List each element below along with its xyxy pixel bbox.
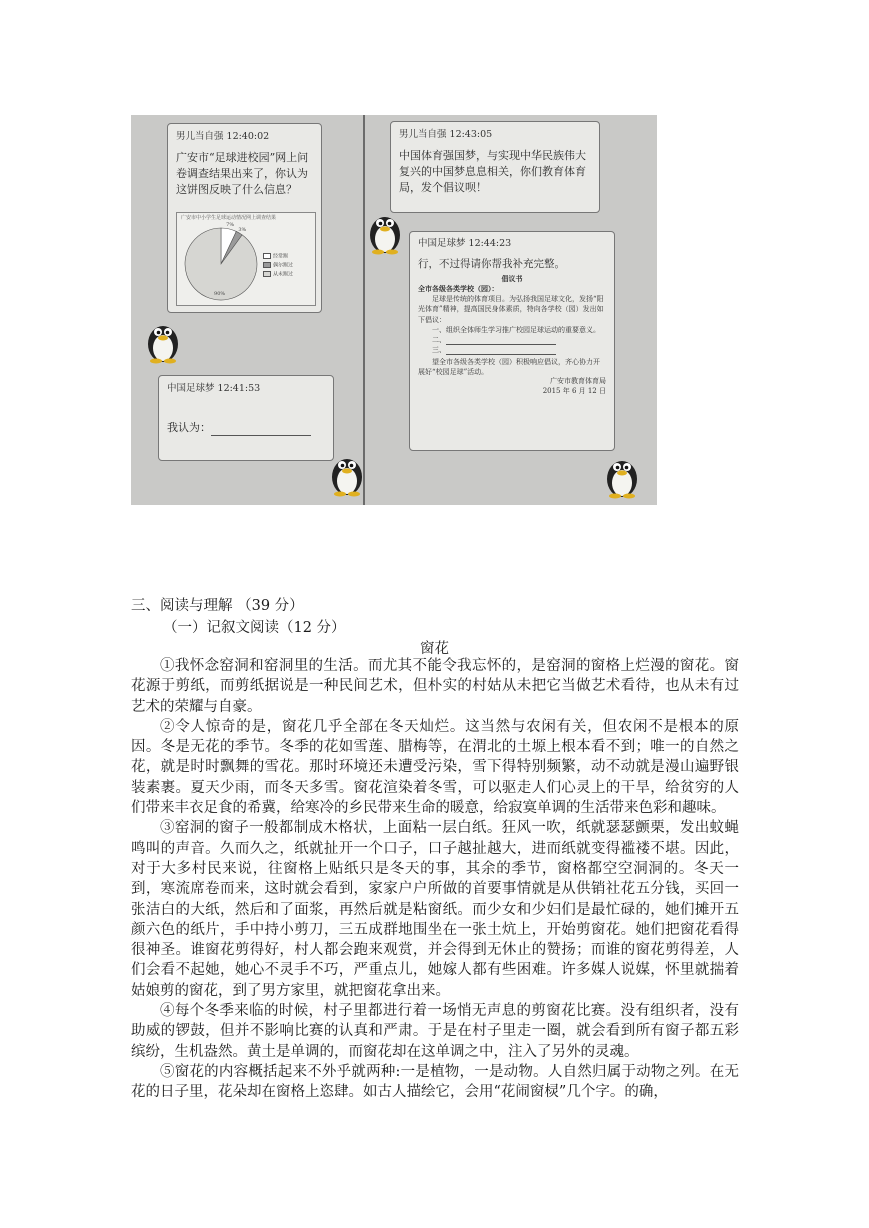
legend-swatch xyxy=(263,262,271,268)
essay-paragraph: ③窑洞的窗子一般都制成木格状，上面粘一层白纸。狂风一吹，纸就瑟瑟颤栗，发出蚊蝇鸣叫的声音。久而久之，纸就扯开一个口子，口子越扯越大，进而纸就变得褴褛不堪。因此，对于大多村民来说，往窗格上贴纸只是冬天的事，其余的季节，窗格都空空洞洞的。冬天一到，寒流席卷而来，这时就会看到，家家户户所做的首要事情就是从供销社花五分钱，买回一张洁白的大纸，然后和了面浆，再然后就是粘窗纸。而少女和少妇们是最忙碌的，她们摊开五颜六色的纸片，手中持小剪刀，三五成群地围坐在一张土炕上，开始剪窗花。她们把窗花看得很神圣。谁窗花剪得好，村人都会跑来观赏，并会得到无休止的赞扬；而谁的窗花剪得差，人们会看不起她，她心不灵手不巧，严重点儿，她嫁人都有些困难。许多媒人说媒，怀里就揣着姑娘剪的窗花，到了男方家里，就把窗花拿出来。 xyxy=(131,820,739,999)
penguin-avatar-icon xyxy=(143,318,183,364)
proposal-signature-date: 2015 年 6 月 12 日 xyxy=(542,387,606,396)
proposal-signature-org: 广安市教育体育局 xyxy=(550,377,606,386)
bubble-header: 中国足球梦 12:44:23 xyxy=(418,238,512,249)
bubble-header: 男儿当自强 12:40:02 xyxy=(176,131,270,142)
legend-label: 从未踢过 xyxy=(273,271,294,278)
pie-label: 7% xyxy=(226,221,235,228)
chat-bubble-answer xyxy=(158,375,334,461)
legend-swatch xyxy=(263,271,271,277)
chart-title: 广安市中小学生足球运动情况网上调查结果 xyxy=(181,215,277,221)
bubble-header: 男儿当自强 12:43:05 xyxy=(399,129,493,140)
proposal-item-3: 三、 xyxy=(418,345,606,355)
legend-swatch xyxy=(263,253,271,259)
section-title: 三、阅读与理解 （39 分） xyxy=(131,598,304,614)
legend-label: 偶尔踢过 xyxy=(273,262,294,269)
penguin-avatar-icon xyxy=(602,453,642,499)
penguin-avatar-icon xyxy=(327,451,367,497)
pie-slice-2 xyxy=(185,228,257,300)
essay-paragraph: ②令人惊奇的是，窗花几乎全部在冬天灿烂。这当然与农闲有关，但农闲不是根本的原因。冬是无花的季节。冬季的花如雪莲、腊梅等，在渭北的土塬上根本看不到；唯一的自然之花，就是时时飘舞的雪花。那时环境还未遭受污染，雪下得特别频繁，动不动就是漫山遍野银装素裹。夏天少雨，而冬天多雪。窗花渲染着冬雪，可以驱走人们心灵上的干旱，给贫穷的人们带来丰衣足食的希冀，给寒冷的乡民带来生命的暖意，给寂寞单调的生活带来色彩和趣味。 xyxy=(131,718,739,817)
chat-bubble-proposal xyxy=(409,231,615,451)
bubble-text: 中国体育强国梦，与实现中华民族伟大复兴的中国梦息息相关，你们教育体育局，发个倡议呗！ xyxy=(399,148,586,194)
pie-label: 3% xyxy=(238,226,247,233)
proposal-item-2: 二、 xyxy=(418,335,606,345)
penguin-avatar-icon xyxy=(365,209,405,255)
proposal-salutation: 全市各级各类学校（园）： xyxy=(418,284,499,294)
essay-title: 窗花 xyxy=(420,641,449,657)
section-subtitle: （一）记叙文阅读（12 分） xyxy=(163,620,346,636)
essay-paragraph: ①我怀念窑洞和窑洞里的生活。而尤其不能令我忘怀的，是窑洞的窗格上烂漫的窗花。窗花源于剪纸，而剪纸据说是一种民间艺术，但朴实的村姑从未把它当做艺术看待，也从未有过艺术的荣耀与自豪。 xyxy=(131,658,739,715)
proposal-body: 足球是传统的体育项目。为弘扬我国足球文化，发扬“阳光体育”精神，提高国民身体素质，特向各学校（园）发出如下倡议： xyxy=(418,295,604,324)
essay-paragraph: ④每个冬季来临的时候，村子里都进行着一场悄无声息的剪窗花比赛。没有组织者，没有助威的锣鼓，但并不影响比赛的认真和严肃。于是在村子里走一圈，就会看到所有窗子都五彩缤纷，生机盎然。黄土是单调的，而窗花却在这单调之中，注入了另外的灵魂。 xyxy=(131,1003,739,1060)
legend-item xyxy=(263,262,293,270)
chat-bubble-proposal-request xyxy=(390,121,600,213)
essay-paragraph: ⑤窗花的内容概括起来不外乎就两种:一是植物，一是动物。人自然归属于动物之列。在无花的日子里，花朵却在窗格上恣肆。如古人描绘它，会用“花闹窗棂”几个字。的确， xyxy=(131,1063,739,1101)
bubble-text: 广安市“足球进校园”网上问卷调查结果出来了，你认为这饼图反映了什么信息？ xyxy=(176,150,309,196)
proposal-item-1: 一、组织全体师生学习推广校园足球运动的重要意义。 xyxy=(432,325,600,334)
pie-label: 90% xyxy=(214,291,226,298)
worksheet-photo xyxy=(131,115,657,505)
bubble-header: 中国足球梦 12:41:53 xyxy=(167,383,261,394)
pie-chart xyxy=(176,212,316,306)
legend-label: 经常踢 xyxy=(273,253,289,260)
column-divider xyxy=(363,115,365,505)
proposal-title: 倡议书 xyxy=(501,273,523,283)
bubble-text: 行，不过得请你帮我补充完整。 xyxy=(418,257,565,270)
answer-prompt: 我认为： xyxy=(167,420,325,436)
chat-bubble-survey xyxy=(167,123,322,313)
proposal-closing: 望全市各级各类学校（园）积极响应倡议，齐心协力开展好“校园足球”活动。 xyxy=(418,358,600,377)
legend-item xyxy=(263,253,288,261)
legend-item xyxy=(263,271,293,279)
essay-body xyxy=(131,656,739,1103)
